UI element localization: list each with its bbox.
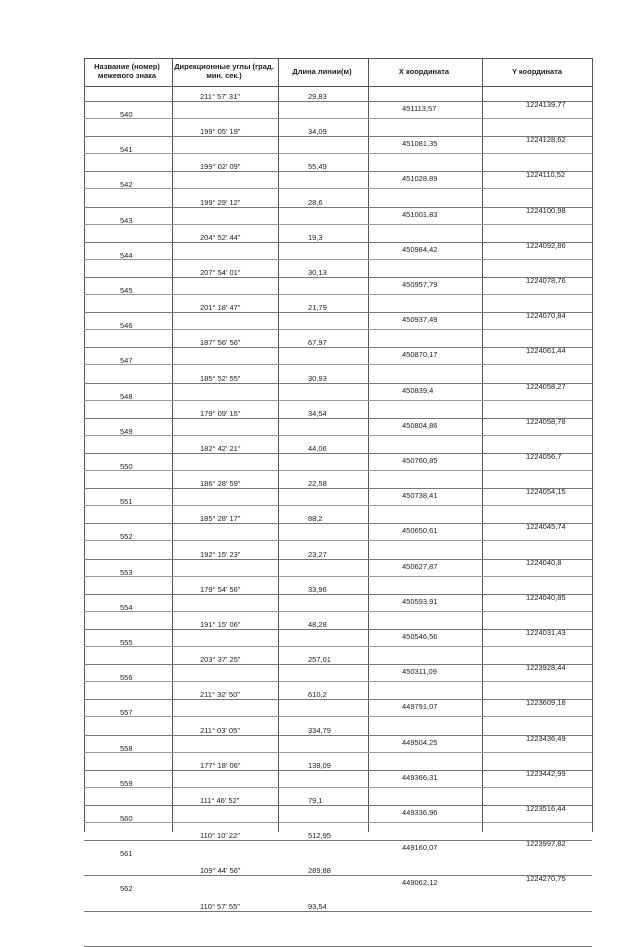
length-cell: 23,27 xyxy=(308,549,327,559)
row-divider xyxy=(84,911,592,912)
angle-cell: 199° 05' 19" xyxy=(200,127,241,137)
point-name-cell: 541 xyxy=(120,145,133,155)
point-name-cell: 540 xyxy=(120,110,133,119)
y-coordinate-cell: 1224056,7 xyxy=(526,452,562,461)
x-coordinate-cell: 451113,57 xyxy=(402,104,437,113)
angle-cell: 211° 03' 05" xyxy=(200,725,240,735)
row-divider xyxy=(84,752,592,753)
point-name-cell: 545 xyxy=(120,286,133,295)
length-cell: 512,95 xyxy=(308,831,331,841)
table-border-top xyxy=(84,58,592,59)
length-cell: 610,2 xyxy=(308,690,327,700)
length-cell: 30,13 xyxy=(308,268,327,277)
row-divider xyxy=(84,400,592,401)
row-divider xyxy=(84,540,592,541)
y-coordinate-cell: 1224078,76 xyxy=(526,276,566,285)
point-name-cell: 556 xyxy=(120,673,133,683)
column-divider xyxy=(592,58,593,832)
row-divider xyxy=(84,242,592,243)
angle-cell: 187° 56' 56" xyxy=(200,338,241,348)
row-divider xyxy=(84,312,592,313)
x-coordinate-cell: 449160,07 xyxy=(402,843,438,853)
point-name-cell: 550 xyxy=(120,462,133,471)
angle-cell: 182° 42' 21" xyxy=(200,444,241,453)
x-coordinate-cell: 450627,87 xyxy=(402,561,438,571)
angle-cell: 207° 54' 01" xyxy=(200,268,241,277)
x-coordinate-cell: 451081,35 xyxy=(402,139,438,149)
x-coordinate-cell: 450984,42 xyxy=(402,244,438,254)
header-length: Длина линии(м) xyxy=(292,66,352,76)
row-divider xyxy=(84,277,592,278)
length-cell: 55,49 xyxy=(308,162,327,172)
row-divider xyxy=(84,716,592,717)
row-divider xyxy=(84,559,592,560)
y-coordinate-cell: 1224092,86 xyxy=(526,240,566,250)
angle-cell: 192° 15' 23" xyxy=(200,549,241,559)
y-coordinate-cell: 1224139,77 xyxy=(526,100,566,109)
point-name-cell: 559 xyxy=(120,778,133,788)
y-coordinate-cell: 1224058,27 xyxy=(526,381,566,391)
x-coordinate-cell: 450804,86 xyxy=(402,420,438,430)
angle-cell: 211° 57' 31" xyxy=(200,92,240,101)
length-cell: 257,01 xyxy=(308,655,331,665)
angle-cell: 179° 09' 15" xyxy=(200,408,241,418)
length-cell: 19,3 xyxy=(308,232,323,242)
length-cell: 48,28 xyxy=(308,620,327,629)
angle-cell: 211° 32' 50" xyxy=(200,690,240,700)
header-x: X координата xyxy=(398,66,450,76)
length-cell: 67,97 xyxy=(308,338,327,348)
x-coordinate-cell: 450937,49 xyxy=(402,315,438,325)
row-divider xyxy=(84,735,592,736)
x-coordinate-cell: 449336,96 xyxy=(402,808,438,817)
row-divider xyxy=(84,435,592,436)
y-coordinate-cell: 1223928,44 xyxy=(526,663,566,673)
point-name-cell: 562 xyxy=(120,884,133,894)
angle-cell: 199° 02' 09" xyxy=(200,162,241,172)
x-coordinate-cell: 450760,85 xyxy=(402,456,438,465)
row-divider xyxy=(84,523,592,524)
row-divider xyxy=(84,383,592,384)
header-angles: Дирекционные углы (град. мин. сек.) xyxy=(174,62,274,80)
point-name-cell: 554 xyxy=(120,602,133,612)
row-divider xyxy=(84,594,592,595)
row-divider xyxy=(84,294,592,295)
x-coordinate-cell: 450738,41 xyxy=(402,491,438,501)
point-name-cell: 543 xyxy=(120,215,133,225)
row-divider xyxy=(84,576,592,577)
length-cell: 22,58 xyxy=(308,479,327,489)
x-coordinate-cell: 451028,89 xyxy=(402,174,438,184)
row-divider xyxy=(84,453,592,454)
row-divider xyxy=(84,770,592,771)
row-divider xyxy=(84,681,592,682)
length-cell: 34,54 xyxy=(308,408,327,418)
y-coordinate-cell: 1223442,99 xyxy=(526,768,566,778)
row-divider xyxy=(84,805,592,806)
row-divider xyxy=(84,136,592,137)
row-divider xyxy=(84,699,592,700)
x-coordinate-cell: 449366,31 xyxy=(402,772,438,782)
row-divider xyxy=(84,418,592,419)
row-divider xyxy=(84,822,592,823)
length-cell: 88,2 xyxy=(308,514,323,524)
header-y: Y координата xyxy=(511,66,563,76)
length-cell: 138,09 xyxy=(308,760,331,770)
angle-cell: 186° 28' 59" xyxy=(200,479,241,489)
x-coordinate-cell: 449504,25 xyxy=(402,737,438,747)
row-divider xyxy=(84,646,592,647)
point-name-cell: 557 xyxy=(120,708,133,718)
row-divider xyxy=(84,364,592,365)
x-coordinate-cell: 450650,61 xyxy=(402,526,438,536)
point-name-cell: 542 xyxy=(120,180,133,190)
row-divider xyxy=(84,470,592,471)
y-coordinate-cell: 1223516,44 xyxy=(526,804,566,813)
x-coordinate-cell: 450957,79 xyxy=(402,280,438,289)
angle-cell: 204° 52' 44" xyxy=(200,232,241,242)
row-divider xyxy=(84,505,592,506)
angle-cell: 177° 18' 06" xyxy=(200,760,241,770)
y-coordinate-cell: 1224110,52 xyxy=(526,170,566,180)
angle-cell: 185° 52' 55" xyxy=(200,373,241,383)
point-name-cell: 553 xyxy=(120,567,133,577)
y-coordinate-cell: 1224070,84 xyxy=(526,311,566,321)
row-divider xyxy=(84,188,592,189)
row-divider xyxy=(84,153,592,154)
length-cell: 28,6 xyxy=(308,197,323,207)
row-divider xyxy=(84,101,592,102)
row-divider xyxy=(84,224,592,225)
row-divider xyxy=(84,629,592,630)
x-coordinate-cell: 450839,4 xyxy=(402,385,434,395)
x-coordinate-cell: 450593,91 xyxy=(402,596,438,606)
y-coordinate-cell: 1224054,15 xyxy=(526,487,566,497)
angle-cell: 203° 37' 25" xyxy=(200,655,241,665)
angle-cell: 109° 44' 56" xyxy=(200,866,241,876)
y-coordinate-cell: 1223609,18 xyxy=(526,698,566,708)
point-name-cell: 548 xyxy=(120,391,133,401)
row-divider xyxy=(84,347,592,348)
y-coordinate-cell: 1224040,8 xyxy=(526,557,562,567)
point-name-cell: 544 xyxy=(120,250,133,260)
x-coordinate-cell: 450546,56 xyxy=(402,632,438,641)
point-name-cell: 551 xyxy=(120,497,133,507)
angle-cell: 179° 54' 56" xyxy=(200,584,241,594)
y-coordinate-cell: 1224045,74 xyxy=(526,522,566,532)
x-coordinate-cell: 449062,12 xyxy=(402,878,438,888)
row-divider xyxy=(84,840,592,841)
y-coordinate-cell: 1224031,43 xyxy=(526,628,566,637)
point-name-cell: 555 xyxy=(120,638,133,647)
row-divider xyxy=(84,171,592,172)
row-divider xyxy=(84,875,592,876)
length-cell: 29,83 xyxy=(308,92,327,101)
length-cell: 44,06 xyxy=(308,444,327,453)
row-divider xyxy=(84,611,592,612)
length-cell: 79,1 xyxy=(308,796,323,805)
length-cell: 93,54 xyxy=(308,901,327,911)
row-divider xyxy=(84,207,592,208)
row-divider xyxy=(84,488,592,489)
x-coordinate-cell: 450870,17 xyxy=(402,350,438,360)
angle-cell: 110° 10' 22" xyxy=(200,831,240,841)
angle-cell: 110° 57' 55" xyxy=(200,901,240,911)
y-coordinate-cell: 1224040,85 xyxy=(526,592,566,602)
x-coordinate-cell: 450311,09 xyxy=(402,667,437,677)
angle-cell: 191° 15' 06" xyxy=(200,620,241,629)
length-cell: 289,88 xyxy=(308,866,331,876)
length-cell: 334,79 xyxy=(308,725,331,735)
x-coordinate-cell: 451001,83 xyxy=(402,209,438,219)
header-divider xyxy=(84,86,592,87)
length-cell: 34,09 xyxy=(308,127,327,137)
y-coordinate-cell: 1224061,44 xyxy=(526,346,566,356)
angle-cell: 185° 28' 17" xyxy=(200,514,241,524)
angle-cell: 199° 29' 12" xyxy=(200,197,241,207)
length-cell: 33,96 xyxy=(308,584,327,594)
header-name: Название (номер) межевого знака xyxy=(94,62,160,80)
y-coordinate-cell: 1223997,82 xyxy=(526,839,566,849)
y-coordinate-cell: 1224100,98 xyxy=(526,205,566,215)
angle-cell: 201° 18' 47" xyxy=(200,303,241,313)
angle-cell: 111° 46' 52" xyxy=(200,796,240,805)
y-coordinate-cell: 1224058,78 xyxy=(526,416,566,426)
row-divider xyxy=(84,787,592,788)
row-divider xyxy=(84,664,592,665)
point-name-cell: 547 xyxy=(120,356,133,366)
point-name-cell: 546 xyxy=(120,321,133,331)
row-divider xyxy=(84,259,592,260)
y-coordinate-cell: 1223436,49 xyxy=(526,733,566,743)
point-name-cell: 561 xyxy=(120,849,133,859)
y-coordinate-cell: 1224270,75 xyxy=(526,874,566,884)
y-coordinate-cell: 1224128,62 xyxy=(526,135,566,145)
row-divider xyxy=(84,118,592,119)
x-coordinate-cell: 449791,07 xyxy=(402,702,438,712)
row-divider xyxy=(84,329,592,330)
length-cell: 21,79 xyxy=(308,303,327,313)
length-cell: 30,93 xyxy=(308,373,327,383)
point-name-cell: 549 xyxy=(120,426,133,436)
point-name-cell: 552 xyxy=(120,532,133,542)
point-name-cell: 560 xyxy=(120,814,133,823)
point-name-cell: 558 xyxy=(120,743,133,753)
